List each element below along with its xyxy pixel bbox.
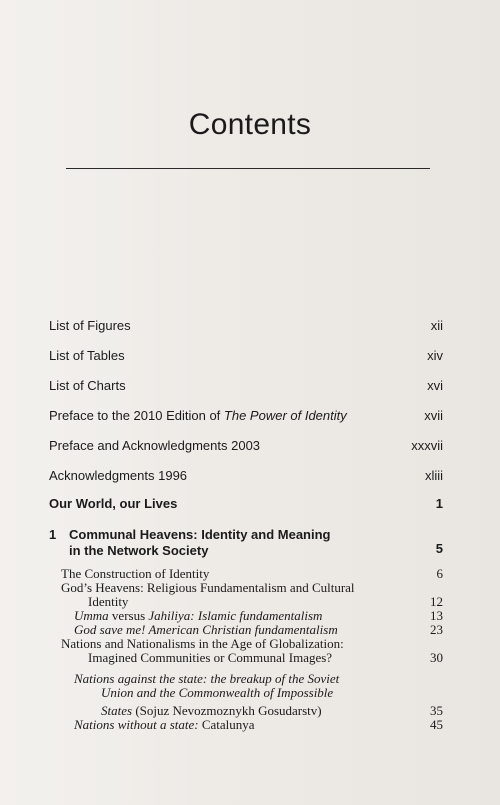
toc-entry-page: xii [430, 318, 443, 333]
toc-entry-title: Preface and Acknowledgments 2003 [49, 438, 261, 453]
chapter-title-line-2: in the Network Society [69, 543, 209, 558]
subsection-title-part: Jahiliya: [145, 608, 198, 623]
section-page: 30 [430, 650, 443, 665]
subsection-title: Nations against the state: the breakup of the Soviet [74, 671, 340, 686]
subsection-title-part: Islamic fundamentalism [197, 608, 323, 623]
toc-entry-book-title: The Power of Identity [223, 408, 347, 423]
chapter-title-line-1: Communal Heavens: Identity and Meaning [69, 527, 331, 542]
toc-entry-page: xvi [427, 378, 443, 393]
subsection-title [74, 718, 255, 732]
toc-entry-page: xiv [427, 348, 443, 363]
subsection-page: 13 [430, 608, 443, 623]
subsection-title-part: Umma [74, 608, 112, 623]
subsection-title [74, 609, 322, 623]
section-title: God’s Heavens: Religious Fundamentalism and Cultural [61, 580, 355, 595]
toc-entry-title: Acknowledgments 1996 [49, 468, 188, 483]
toc-entry-page: xliii [424, 468, 443, 483]
subsection-title: God save me! American Christian fundamentalism [74, 622, 338, 637]
subsection-page: 35 [430, 703, 443, 718]
toc-entry-title-text: Preface to the 2010 Edition of [49, 408, 224, 423]
toc-entry-page: xvii [424, 408, 443, 423]
subsection-title-part: (Sojuz Nevozmoznykh Gosudarstv) [132, 703, 322, 718]
chapter-number: 1 [49, 527, 57, 542]
subsection-title: Union and the Commonwealth of Impossible [101, 685, 334, 700]
toc-entry-page: 1 [435, 496, 443, 511]
subsection-title-part: States [101, 703, 133, 718]
subsection-title [101, 704, 322, 718]
section-page: 6 [436, 566, 443, 581]
subsection-page: 45 [430, 717, 443, 732]
toc-entry-title: List of Figures [49, 318, 131, 333]
subsection-title-part: Nations without a state: [74, 717, 199, 732]
toc-entry-title: List of Tables [49, 348, 125, 363]
subsection-page: 23 [430, 622, 443, 637]
toc-entry-title: List of Charts [49, 378, 126, 393]
toc-entry-title: Our World, our Lives [49, 496, 178, 511]
toc-entry-page: xxxvii [411, 438, 443, 453]
section-title: Nations and Nationalisms in the Age of Globalization: [61, 636, 344, 651]
title-rule [66, 168, 430, 169]
subsection-title-part: Catalunya [198, 717, 255, 732]
chapter-page: 5 [435, 541, 443, 556]
toc-entry-title [49, 408, 347, 424]
section-page: 12 [430, 594, 443, 609]
section-title: Identity [88, 594, 129, 609]
subsection-title-part: versus [111, 608, 146, 623]
page-title: Contents [188, 108, 312, 141]
section-title: The Construction of Identity [61, 566, 210, 581]
section-title: Imagined Communities or Communal Images? [88, 650, 333, 665]
